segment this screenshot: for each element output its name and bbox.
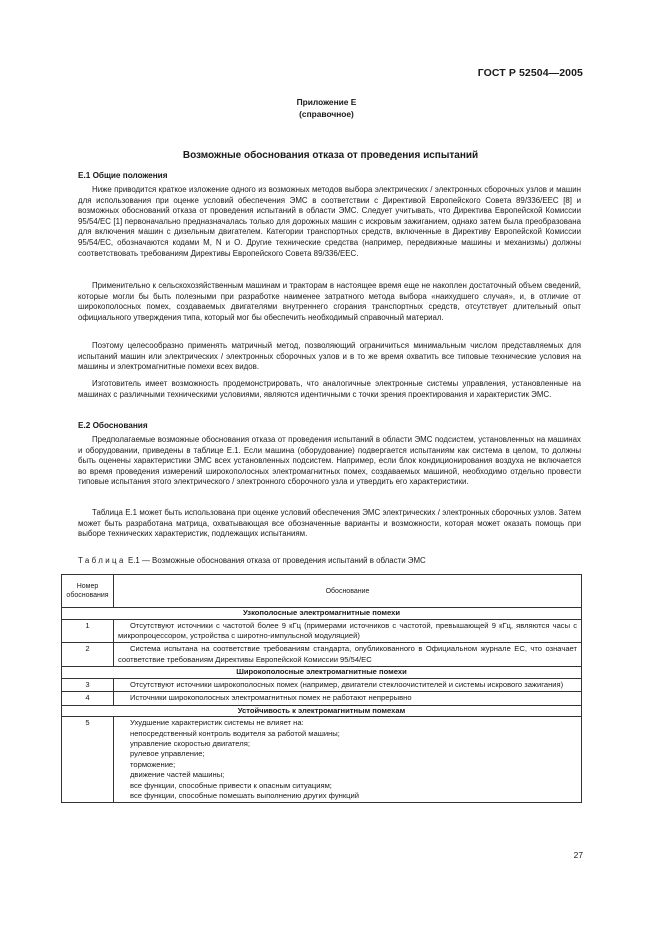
list-line: Ухудшение характеристик системы не влияет на: — [130, 718, 304, 728]
list-line: торможение; — [130, 759, 176, 769]
row-text: Источники широкополосных электромагнитных помех не работают непрерывно — [114, 692, 582, 705]
page-number: 27 — [573, 850, 583, 860]
row-text: Отсутствуют источники с частотой более 9 кГц (примерами источников с частотой, превышающей 9 кГц, являются часы с микропроцессором, устройства с широтно-импульсной модуляцией) — [114, 619, 582, 643]
section-heading-e1: Е.1 Общие положения — [78, 171, 168, 180]
table-row — [62, 717, 582, 803]
paragraph: Изготовитель имеет возможность продемонстрировать, что аналогичные электронные системы управления, установленные на машинах с различными техническими условиями, являются идентичными с точки зрения проектирования и характеристик ЭМС. — [78, 379, 581, 399]
group-title: Широкополосные электромагнитные помехи — [62, 667, 582, 679]
table-row — [62, 619, 582, 643]
list-line: управление скоростью двигателя; — [130, 739, 250, 749]
annex-subtitle: (справочное) — [299, 109, 354, 119]
list-line: все функции, способные привести к опасным ситуациям; — [130, 780, 332, 790]
section-heading-e2: Е.2 Обоснования — [78, 421, 148, 430]
list-line: все функции, способные помешать выполнению других функций — [130, 791, 359, 801]
list-line: рулевое управление; — [130, 749, 205, 759]
row-text-list — [114, 717, 582, 803]
paragraph: Таблица Е.1 может быть использована при оценке условий обеспечения ЭМС электрических / электронных сборочных узлов. Затем может быть разработана матрица, охватывающая все обозначенные варианты и возможности, которая может оказать помощь при выборе технических характеристик, подлежащих испытаниям. — [78, 508, 581, 539]
table-caption-word: Таблица — [78, 556, 126, 565]
paragraph: Поэтому целесообразно применять матричный метод, позволяющий ограничиться минимальным числом представляемых для испытаний машин или электрических / электронных сборочных узлов и в то же время охватить все типовые технические условия на машины и электромагнитные помехи всех видов. — [78, 341, 581, 372]
row-number: 4 — [62, 692, 114, 705]
table-row — [62, 678, 582, 691]
paragraph: Применительно к сельскохозяйственным машинам и тракторам в настоящее время еще не накоплен достаточный объем сведений, которые могли бы быть полезными при разработке наименее затратного метода выбора «наихудшего случая», и, в отличие от широкополосных помех, создаваемых двигателями внутреннего сгорания транспортных средств, отсутствует длительный опыт официального утверждения типа, который мог бы обеспечить необходимый справочный материал. — [78, 281, 581, 322]
justification-table — [61, 574, 582, 803]
row-text: Система испытана на соответствие требованиям стандарта, опубликованного в Официальном журнале ЕС, что означает соответствие требованиям Директивы Европейской Комиссии 95/54/ЕС — [114, 643, 582, 667]
column-header-number: Номер обоснования — [62, 575, 114, 608]
group-title: Устойчивость к электромагнитным помехам — [62, 705, 582, 717]
table-group-row — [62, 608, 582, 620]
table-group-row — [62, 705, 582, 717]
row-text: Отсутствуют источники широкополосных помех (например, двигатели стеклоочистителей и системы искрового зажигания) — [114, 678, 582, 691]
row-number: 2 — [62, 643, 114, 667]
list-line: движение частей машины; — [130, 770, 225, 780]
group-title: Узкополосные электромагнитные помехи — [62, 608, 582, 620]
table-row — [62, 643, 582, 667]
row-number: 1 — [62, 619, 114, 643]
paragraph: Ниже приводится краткое изложение одного из возможных методов выбора электрических / электронных сборочных узлов и машин для использования при оценке условий обеспечения ЭМС в соответствии с Директивой Европейского Совета 89/336/ЕЕС [8] и возможных обоснований отказа от проведения испытаний в области ЭМС. Следует учитывать, что Директива Европейской Комиссии 95/54/ЕС [1] первоначально предназначалась только для дорожных машин с искровым зажиганием, однако затем была преобразована для включения машин с дизельным двигателем. Категории транспортных средств, включенные в Директиву Европейской Комиссии 95/54/ЕС, обозначаются кодами М, N и О. Другие технические средства (например, передвижные машины и механизмы) должны соответствовать требованиям Директивы Европейского Совета 89/336/ЕЕС. — [78, 185, 581, 258]
paragraph: Предполагаемые возможные обоснования отказа от проведения испытаний в области ЭМС подсистем, установленных на машинах и оборудовании, приведены в таблице Е.1. Если машина (оборудование) подвергается испытаниям как система в целом, то должны быть оценены характеристики ЭМС всех установленных подсистем. Например, если блок кондиционирования воздуха не включается во время проведения измерений широкополосных электромагнитных помех, создаваемых машиной, необходимо отдельно провести типовые испытания этого электрического / электронного сборочного узла и утвердить его характеристики. — [78, 435, 581, 487]
document-code: ГОСТ Р 52504—2005 — [477, 67, 583, 79]
column-header-justification: Обоснование — [114, 575, 582, 608]
annex-title: Приложение Е — [296, 97, 357, 107]
row-number: 3 — [62, 678, 114, 691]
table-caption-text: Е.1 — Возможные обоснования отказа от проведения испытаний в области ЭМС — [125, 556, 426, 565]
table-group-row — [62, 667, 582, 679]
table-header-row — [62, 575, 582, 608]
table-row — [62, 692, 582, 705]
list-line: непосредственный контроль водителя за работой машины; — [130, 728, 340, 738]
table-caption — [78, 556, 426, 565]
main-title: Возможные обоснования отказа от проведения испытаний — [182, 150, 479, 161]
row-number: 5 — [62, 717, 114, 803]
